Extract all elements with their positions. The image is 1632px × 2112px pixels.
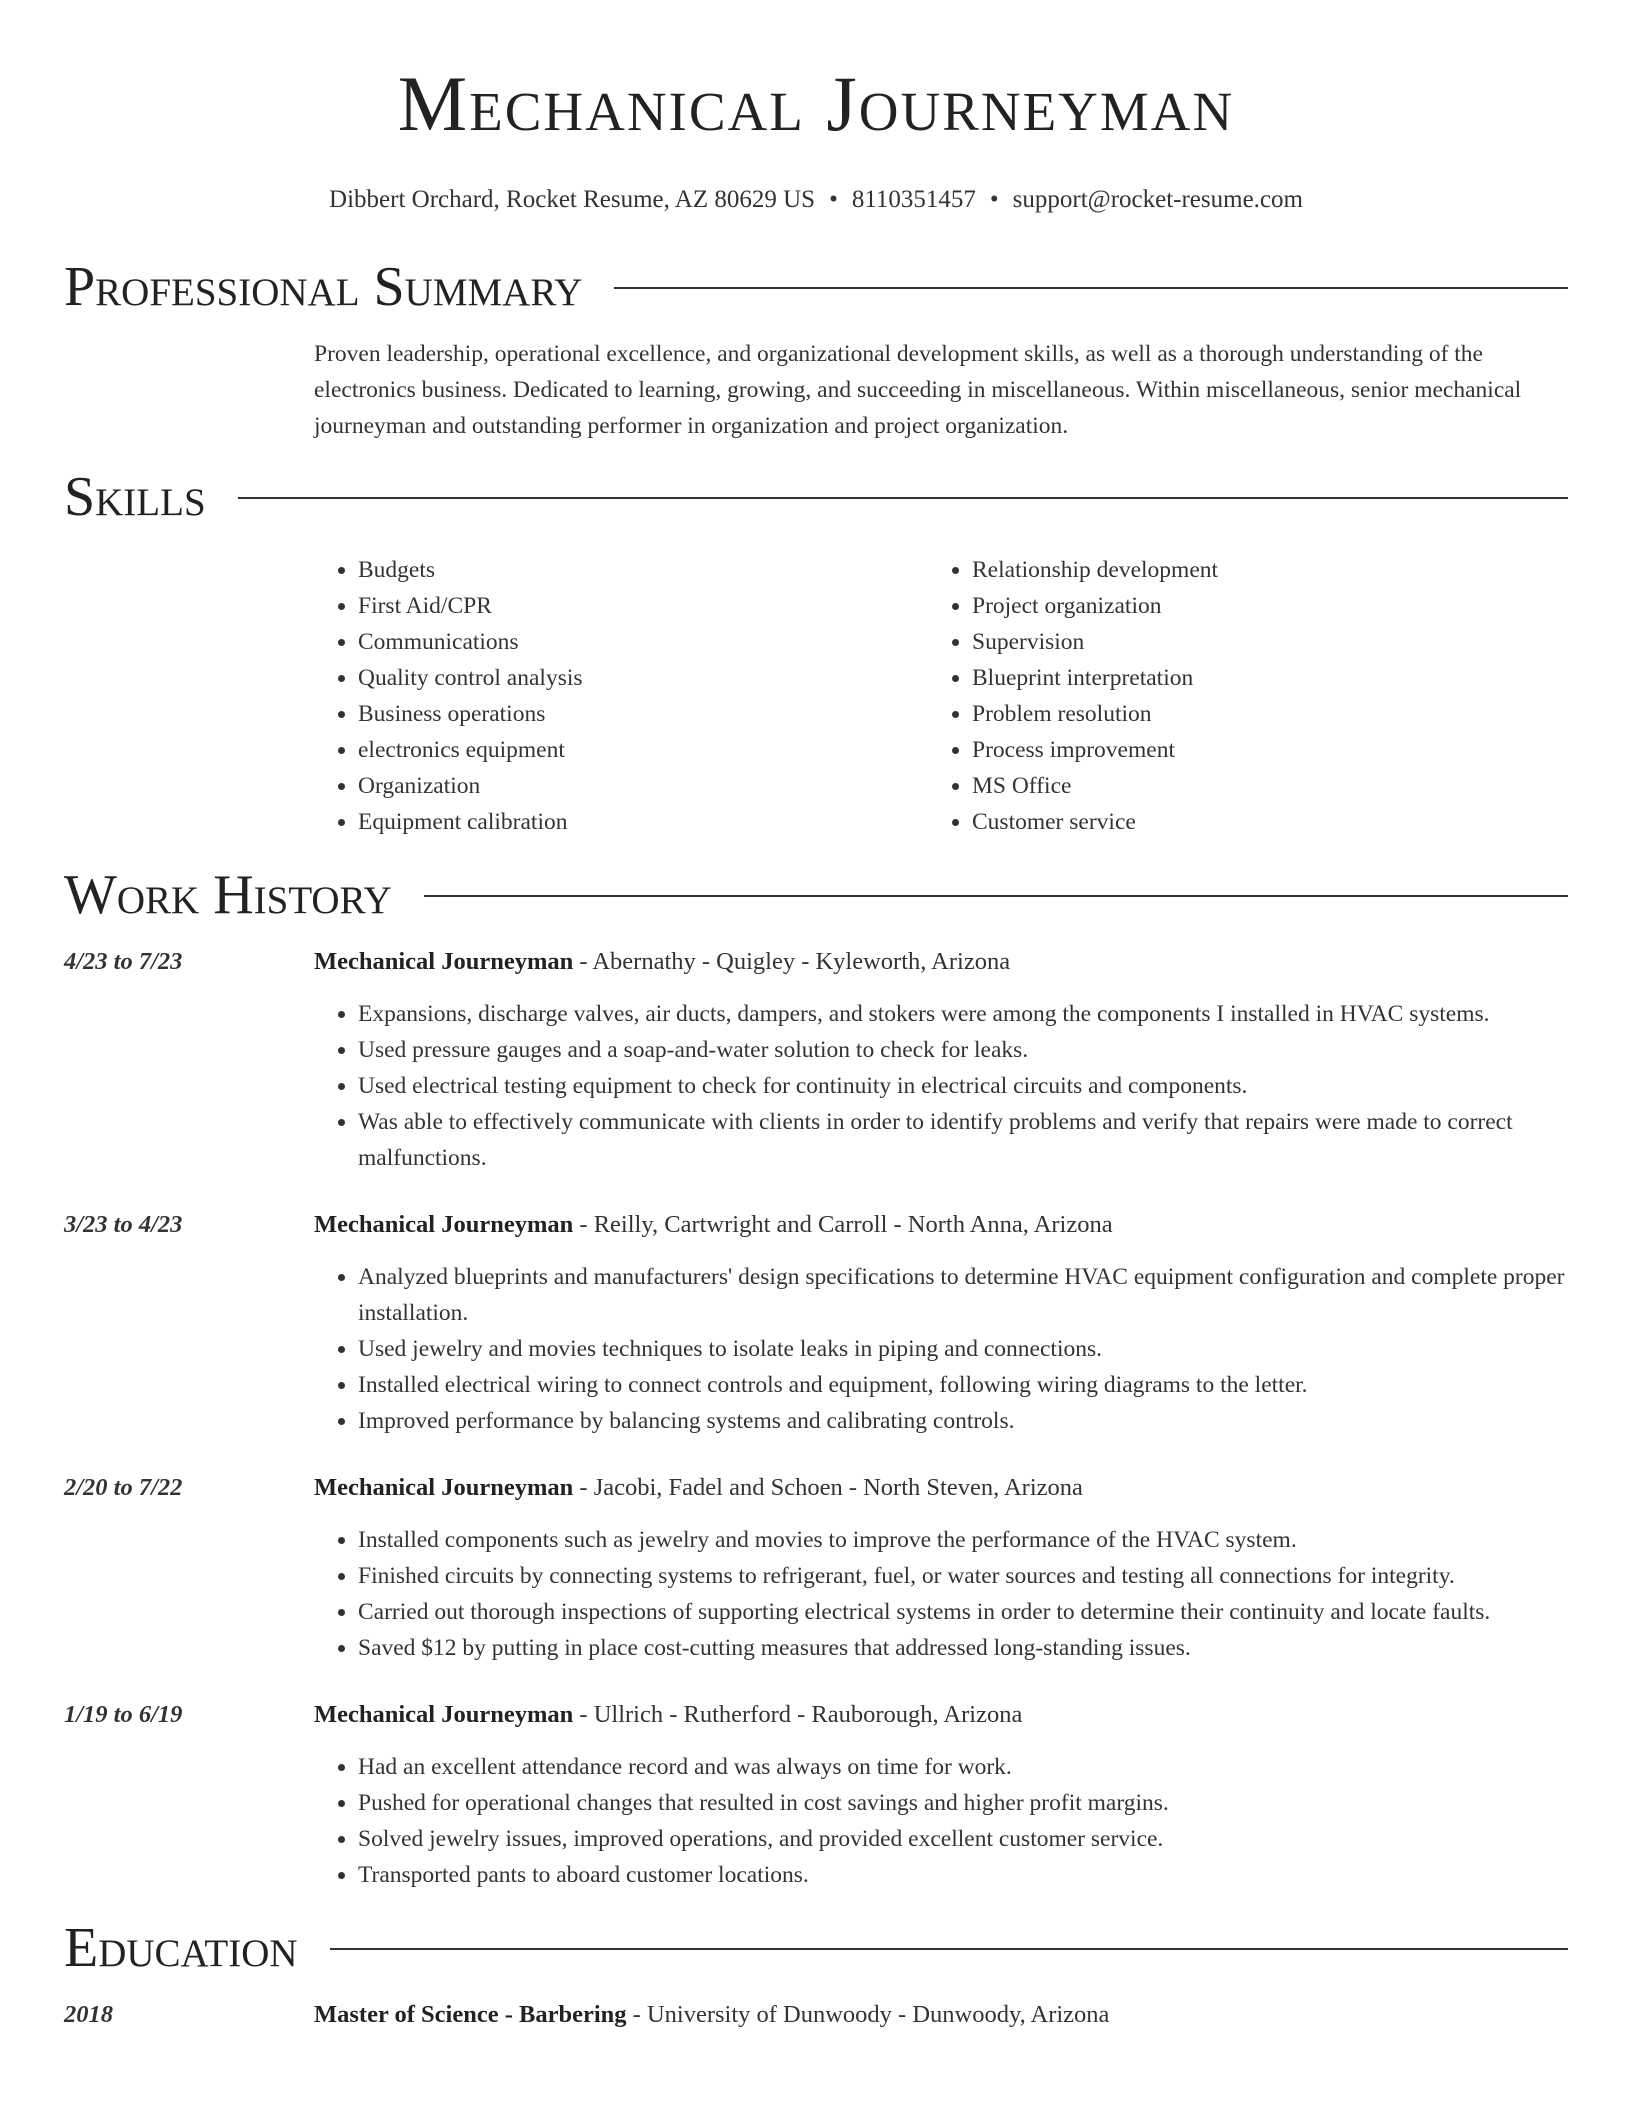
job-dates: 2/20 to 7/22 <box>64 1474 183 1501</box>
skills-column-right <box>928 552 1542 840</box>
education-year: 2018 <box>64 2001 113 2028</box>
education-school: - University of Dunwoody - Dunwoody, Arizona <box>626 2001 1110 2028</box>
job-title-line <box>314 1697 1568 1733</box>
job-entry <box>64 1207 1568 1439</box>
job-role: Mechanical Journeyman <box>314 1701 574 1728</box>
skill-item: • Process improvement <box>972 732 1542 768</box>
section-divider <box>614 287 1568 289</box>
skills-section-title: Skills <box>64 466 206 528</box>
job-body <box>314 944 1568 1176</box>
job-company: - Reilly, Cartwright and Carroll - North Anna, Arizona <box>573 1211 1113 1238</box>
work-section-header <box>64 860 1568 930</box>
job-entry <box>64 944 1568 1176</box>
skill-item: • MS Office <box>972 768 1542 804</box>
skill-item: • Communications <box>358 624 928 660</box>
skill-item: • First Aid/CPR <box>358 588 928 624</box>
skill-item: • Blueprint interpretation <box>972 660 1542 696</box>
job-role: Mechanical Journeyman <box>314 1211 574 1238</box>
education-body <box>314 1997 1568 2033</box>
contact-separator: • <box>829 186 838 213</box>
summary-text: Proven leadership, operational excellence, and organizational development skills, as well as a thorough understanding of the electronics business. Dedicated to learning, growing, and succeeding in miscellaneous. Within miscellaneous, senior mechanical journeyman and outstanding performer in organization and project organization. <box>314 341 1522 439</box>
skill-item: • Supervision <box>972 624 1542 660</box>
job-bullet: • Finished circuits by connecting systems to refrigerant, fuel, or water sources and testing all connections for integrity. <box>358 1558 1568 1594</box>
skill-item: • Budgets <box>358 552 928 588</box>
job-role: Mechanical Journeyman <box>314 948 574 975</box>
contact-separator: • <box>989 186 999 213</box>
job-entry <box>64 1470 1568 1666</box>
education-section-title: Education <box>64 1917 298 1979</box>
work-section-title: Work History <box>64 864 392 926</box>
job-title-line <box>314 1207 1568 1243</box>
section-divider <box>238 497 1568 499</box>
job-dates: 1/19 to 6/19 <box>64 1701 183 1728</box>
job-role: Mechanical Journeyman <box>314 1474 574 1501</box>
education-line <box>314 1997 1568 2033</box>
job-body <box>314 1470 1568 1666</box>
skill-item: • Organization <box>358 768 928 804</box>
skill-item: • Quality control analysis <box>358 660 928 696</box>
job-dates: 3/23 to 4/23 <box>64 1211 183 1238</box>
job-bullet: • Used pressure gauges and a soap-and-water solution to check for leaks. <box>358 1032 1568 1068</box>
summary-section-header <box>64 252 1568 322</box>
job-dates: 4/23 to 7/23 <box>64 948 183 975</box>
job-bullets <box>314 1259 1568 1439</box>
skill-item: • Problem resolution <box>972 696 1542 732</box>
skill-item: • Project organization <box>972 588 1542 624</box>
job-bullet: • Used electrical testing equipment to check for continuity in electrical circuits and components. <box>358 1068 1568 1104</box>
skill-item: • Relationship development <box>972 552 1542 588</box>
skills-list <box>314 552 1568 840</box>
job-bullet: • Installed components such as jewelry and movies to improve the performance of the HVAC system. <box>358 1522 1568 1558</box>
job-bullet: • Used jewelry and movies techniques to isolate leaks in piping and connections. <box>358 1331 1568 1367</box>
skill-item: • Customer service <box>972 804 1542 840</box>
job-bullet: • Analyzed blueprints and manufacturers' design specifications to determine HVAC equipment configuration and complete proper installation. <box>358 1259 1568 1331</box>
job-bullet: • Transported pants to aboard customer locations. <box>358 1857 1568 1893</box>
job-bullet: • Installed electrical wiring to connect controls and equipment, following wiring diagrams to the letter. <box>358 1367 1568 1403</box>
education-degree: Master of Science - Barbering <box>314 2001 627 2028</box>
job-body <box>314 1207 1568 1439</box>
job-bullet: • Improved performance by balancing systems and calibrating controls. <box>358 1403 1568 1439</box>
section-divider <box>330 1948 1568 1950</box>
skills-column-left <box>314 552 928 840</box>
job-company: - Abernathy - Quigley - Kyleworth, Arizona <box>573 948 1011 975</box>
section-divider <box>424 895 1568 897</box>
job-bullet: • Had an excellent attendance record and was always on time for work. <box>358 1749 1568 1785</box>
candidate-name: Mechanical Journeyman <box>397 60 1235 147</box>
education-section-header <box>64 1913 1568 1983</box>
contact-email: support@rocket-resume.com <box>1012 186 1303 213</box>
contact-address: Dibbert Orchard, Rocket Resume, AZ 80629 US <box>329 186 816 213</box>
job-bullets <box>314 1749 1568 1893</box>
job-bullet: • Was able to effectively communicate with clients in order to identify problems and verify that repairs were made to correct malfunctions. <box>358 1104 1568 1176</box>
skill-item: • Business operations <box>358 696 928 732</box>
summary-section-title: Professional Summary <box>64 256 583 318</box>
job-title-line <box>314 1470 1568 1506</box>
work-history-list <box>64 944 1568 1893</box>
job-bullets <box>314 1522 1568 1666</box>
job-bullet: • Expansions, discharge valves, air ducts, dampers, and stokers were among the components I installed in HVAC systems. <box>358 996 1568 1032</box>
job-title-line <box>314 944 1568 980</box>
education-entry <box>64 1997 1568 2033</box>
contact-line <box>64 184 1568 216</box>
job-company: - Ullrich - Rutherford - Rauborough, Arizona <box>573 1701 1023 1728</box>
job-entry <box>64 1697 1568 1893</box>
job-bullet: • Pushed for operational changes that resulted in cost savings and higher profit margins. <box>358 1785 1568 1821</box>
job-bullet: • Saved $12 by putting in place cost-cutting measures that addressed long-standing issues. <box>358 1630 1568 1666</box>
skill-item: • Equipment calibration <box>358 804 928 840</box>
job-body <box>314 1697 1568 1893</box>
skill-item: • electronics equipment <box>358 732 928 768</box>
job-company: - Jacobi, Fadel and Schoen - North Steven, Arizona <box>573 1474 1083 1501</box>
job-bullet: • Carried out thorough inspections of supporting electrical systems in order to determine their continuity and locate faults. <box>358 1594 1568 1630</box>
skills-section-header <box>64 462 1568 532</box>
job-bullets <box>314 996 1568 1176</box>
contact-phone: 8110351457 <box>851 186 976 213</box>
job-bullet: • Solved jewelry issues, improved operations, and provided excellent customer service. <box>358 1821 1568 1857</box>
